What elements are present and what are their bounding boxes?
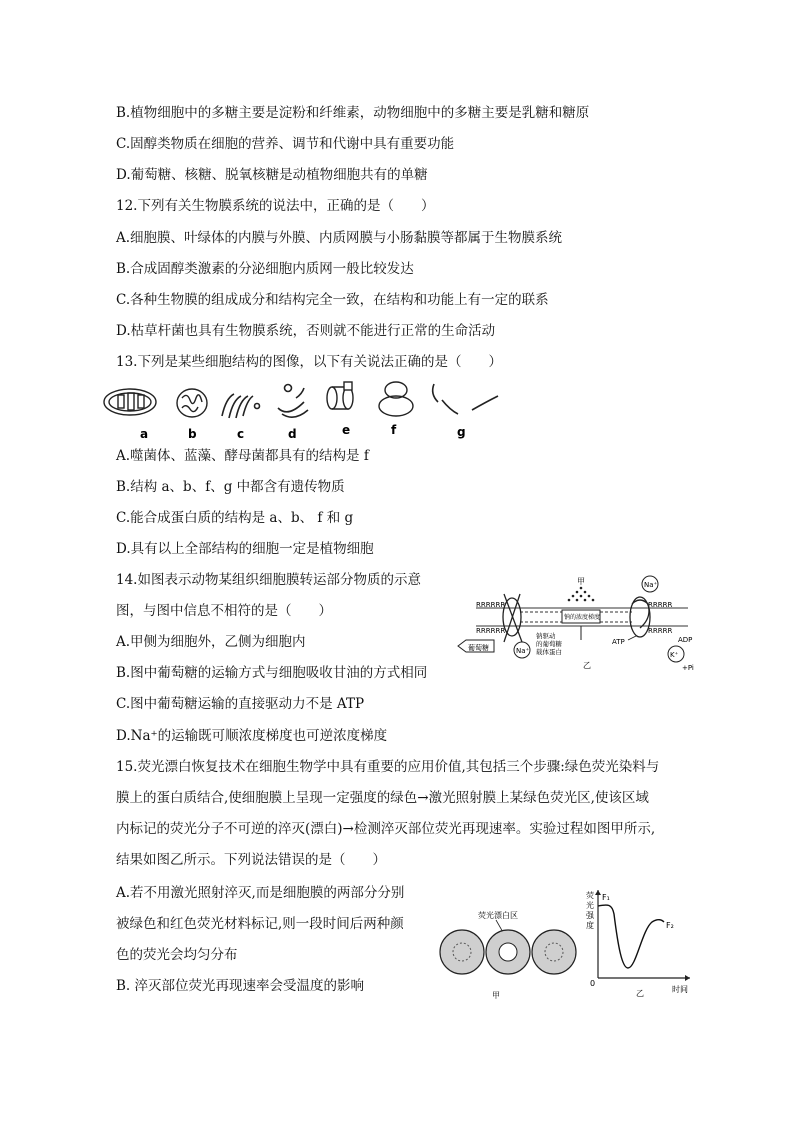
q12-option-d: D.枯草杆菌也具有生物膜系统，否则就不能进行正常的生命活动 <box>116 323 496 339</box>
gradient-label: 钠的浓度梯度 <box>564 614 601 621</box>
label-c: c <box>237 427 245 441</box>
y-label-4: 度 <box>586 921 594 930</box>
label-a: a <box>140 427 149 441</box>
structure-e-cylinder <box>327 382 353 409</box>
cell-bleached <box>486 930 530 974</box>
y-label-1: 荧 <box>586 891 594 900</box>
glucose-label: 葡萄糖 <box>468 644 489 652</box>
q14-option-c: C.图中葡萄糖运输的直接驱动力不是 ATP <box>116 696 365 712</box>
q13-stem: 13.下列是某些细胞结构的图像，以下有关说法正确的是（ ） <box>116 354 502 370</box>
q15-stem-line2: 膜上的蛋白质结合,使细胞膜上呈现一定强度的绿色→激光照射膜上某绿色荧光区,使该区域 <box>116 790 649 806</box>
side-yi-label: 乙 <box>583 661 591 670</box>
lipid-tails-left: RRRRRR <box>476 627 506 635</box>
structure-d-centriole <box>278 385 308 418</box>
q13-option-c: C.能合成蛋白质的结构是 a、b、 f 和 g <box>116 510 354 526</box>
q15-option-b: B. 淬灭部位荧光再现速率会受温度的影响 <box>116 978 365 994</box>
q11-option-d: D.葡萄糖、核糖、脱氧核糖是动植物细胞共有的单糖 <box>116 167 428 183</box>
atp-label: ATP <box>612 638 625 646</box>
sodium-dots <box>568 587 595 602</box>
cell-before <box>440 930 484 974</box>
adp-label: ADP <box>678 636 693 644</box>
q15-option-a-line3: 色的荧光会均匀分布 <box>116 947 238 963</box>
structure-c-golgi <box>222 394 260 418</box>
q13-option-b: B.结构 a、b、f、g 中都含有遗传物质 <box>116 479 345 495</box>
label-d: d <box>288 427 297 441</box>
origin-label: 0 <box>590 979 596 988</box>
q12-option-b: B.合成固醇类激素的分泌细胞内质网一般比较发达 <box>116 261 414 277</box>
structure-a-chloroplast <box>104 389 156 415</box>
lipid-heads-left: RRRRRR <box>476 601 506 609</box>
atp-arrow <box>628 636 636 640</box>
q13-option-d: D.具有以上全部结构的细胞一定是植物细胞 <box>116 541 374 557</box>
k-label: K⁺ <box>670 651 679 659</box>
q14-option-a: A.甲侧为细胞外，乙侧为细胞内 <box>116 634 306 650</box>
pi-label: +Pi <box>682 664 694 672</box>
figure-yi-label: 乙 <box>636 989 644 998</box>
q11-option-c: C.固醇类物质在细胞的营养、调节和代谢中具有重要功能 <box>116 136 455 152</box>
cell-structures-figure <box>100 378 510 442</box>
q13-option-a: A.噬菌体、蓝藻、酵母菌都具有的结构是 f <box>116 448 369 464</box>
y-label-3: 强 <box>586 911 594 920</box>
q15-stem-line4: 结果如图乙所示。下列说法错误的是（ ） <box>116 852 386 868</box>
figure-jia-label: 甲 <box>492 991 500 1000</box>
label-g: g <box>457 425 466 439</box>
q12-option-a: A.细胞膜、叶绿体的内膜与外膜、内质网膜与小肠黏膜等都属于生物膜系统 <box>116 230 563 246</box>
q15-option-a-line2: 被绿色和红色荧光材料标记,则一段时间后两种颜 <box>116 916 404 932</box>
structure-b-mitochondrion <box>177 389 207 417</box>
lipid-tails-right: RRRRR <box>648 627 673 635</box>
figure-jia-bleaching <box>438 908 586 1002</box>
q15-stem-line1: 15.荧光漂白恢复技术在细胞生物学中具有重要的应用价值,其包括三个步骤:绿色荧光染料与 <box>116 759 660 775</box>
membrane-transport-figure <box>452 574 704 680</box>
q14-option-d: D.Na⁺的运输既可顺浓度梯度也可逆浓度梯度 <box>116 728 388 744</box>
label-b: b <box>188 427 197 441</box>
q15-stem-line3: 内标记的荧光分子不可逆的淬灭(漂白)→检测淬灭部位荧光再现速率。实验过程如图甲所示, <box>116 821 656 837</box>
na-top-label: Na⁺ <box>644 581 658 589</box>
cell-recovered <box>532 930 576 974</box>
f1-label: F₁ <box>602 893 610 902</box>
na-bottom-label: Na⁺ <box>516 647 530 655</box>
q11-option-b: B.植物细胞中的多糖主要是淀粉和纤维素，动物细胞中的多糖主要是乳糖和糖原 <box>116 105 590 121</box>
x-axis-label: 时间 <box>672 985 688 994</box>
label-f: f <box>391 423 397 437</box>
y-label-2: 光 <box>586 901 594 910</box>
side-jia-label: 甲 <box>577 577 585 586</box>
structure-g-membranes <box>433 384 498 414</box>
carrier-label-3: 载体蛋白 <box>536 648 562 656</box>
sodium-glucose-carrier <box>503 594 522 642</box>
carrier-label-2: 的葡萄糖 <box>536 640 562 648</box>
label-e: e <box>342 423 351 437</box>
q14-stem-line2: 图，与图中信息不相符的是（ ） <box>116 603 332 619</box>
q14-option-b: B.图中葡萄糖的运输方式与细胞吸收甘油的方式相同 <box>116 665 428 681</box>
bleach-region-label: 荧光漂白区 <box>478 911 518 920</box>
lipid-heads-right: RRRRR <box>648 601 673 609</box>
q12-stem: 12.下列有关生物膜系统的说法中，正确的是（ ） <box>116 198 435 214</box>
structure-f-ribosome <box>379 382 413 416</box>
q15-option-a-line1: A.若不用激光照射淬灭,而是细胞膜的两部分分别 <box>116 885 405 901</box>
sodium-potassium-pump <box>630 597 650 637</box>
q14-stem-line1: 14.如图表示动物某组织细胞膜转运部分物质的示意 <box>116 572 421 588</box>
f2-label: F₂ <box>666 921 674 930</box>
figure-yi-intensity-curve <box>584 886 694 1002</box>
carrier-label-1: 钠驱动 <box>536 632 556 640</box>
intensity-curve <box>598 905 664 968</box>
q12-option-c: C.各种生物膜的组成成分和结构完全一致，在结构和功能上有一定的联系 <box>116 292 549 308</box>
